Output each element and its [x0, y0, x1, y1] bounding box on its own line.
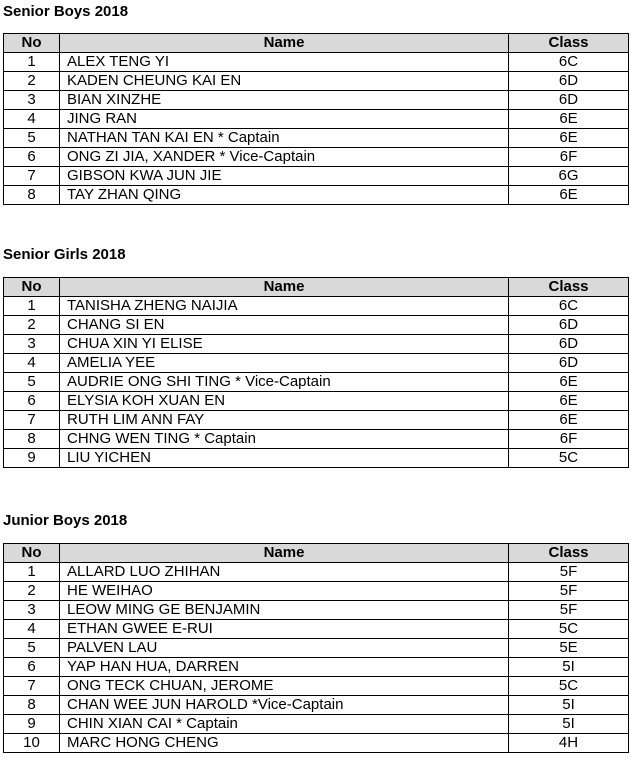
- name-cell: ETHAN GWEE E-RUI: [60, 620, 509, 639]
- class-cell: 5F: [509, 563, 629, 582]
- class-cell: 5C: [509, 620, 629, 639]
- row-number-cell: 1: [4, 297, 60, 316]
- class-cell: 6E: [509, 129, 629, 148]
- table-body: [4, 53, 629, 205]
- table-row: [4, 677, 629, 696]
- class-cell: 6E: [509, 392, 629, 411]
- table-row: [4, 563, 629, 582]
- name-cell: CHANG SI EN: [60, 316, 509, 335]
- table-body: [4, 563, 629, 753]
- section-title-junior-boys: Junior Boys 2018: [3, 512, 128, 529]
- row-number-cell: 2: [4, 72, 60, 91]
- name-cell: ELYSIA KOH XUAN EN: [60, 392, 509, 411]
- name-cell: YAP HAN HUA, DARREN: [60, 658, 509, 677]
- row-number-cell: 6: [4, 148, 60, 167]
- name-cell: PALVEN LAU: [60, 639, 509, 658]
- table-row: [4, 582, 629, 601]
- row-number-cell: 4: [4, 354, 60, 373]
- class-cell: 5C: [509, 449, 629, 468]
- column-header-no: No: [4, 278, 60, 297]
- table-header-row: [4, 278, 629, 297]
- table-row: [4, 167, 629, 186]
- table-row: [4, 186, 629, 205]
- column-header-name: Name: [60, 544, 509, 563]
- table-row: [4, 639, 629, 658]
- name-cell: CHAN WEE JUN HAROLD *Vice-Captain: [60, 696, 509, 715]
- class-cell: 6F: [509, 430, 629, 449]
- name-cell: AUDRIE ONG SHI TING * Vice-Captain: [60, 373, 509, 392]
- table-header-row: [4, 34, 629, 53]
- table-row: [4, 335, 629, 354]
- class-cell: 6D: [509, 316, 629, 335]
- table-row: [4, 449, 629, 468]
- table-header-row: [4, 544, 629, 563]
- column-header-name: Name: [60, 278, 509, 297]
- column-header-class: Class: [509, 34, 629, 53]
- roster-table-senior-girls: [3, 277, 629, 468]
- column-header-no: No: [4, 34, 60, 53]
- name-cell: CHNG WEN TING * Captain: [60, 430, 509, 449]
- row-number-cell: 2: [4, 582, 60, 601]
- row-number-cell: 8: [4, 696, 60, 715]
- roster-table-junior-boys: [3, 543, 629, 753]
- class-cell: 6C: [509, 297, 629, 316]
- class-cell: 5C: [509, 677, 629, 696]
- name-cell: TANISHA ZHENG NAIJIA: [60, 297, 509, 316]
- section-title-senior-girls: Senior Girls 2018: [3, 246, 126, 263]
- table-row: [4, 658, 629, 677]
- name-cell: LIU YICHEN: [60, 449, 509, 468]
- name-cell: ONG TECK CHUAN, JEROME: [60, 677, 509, 696]
- name-cell: CHUA XIN YI ELISE: [60, 335, 509, 354]
- name-cell: GIBSON KWA JUN JIE: [60, 167, 509, 186]
- table-row: [4, 91, 629, 110]
- class-cell: 6G: [509, 167, 629, 186]
- row-number-cell: 4: [4, 110, 60, 129]
- section-title-senior-boys: Senior Boys 2018: [3, 3, 129, 20]
- class-cell: 6E: [509, 186, 629, 205]
- row-number-cell: 10: [4, 734, 60, 753]
- table-row: [4, 148, 629, 167]
- row-number-cell: 7: [4, 411, 60, 430]
- name-cell: TAY ZHAN QING: [60, 186, 509, 205]
- class-cell: 5I: [509, 658, 629, 677]
- name-cell: HE WEIHAO: [60, 582, 509, 601]
- row-number-cell: 7: [4, 167, 60, 186]
- class-cell: 5I: [509, 696, 629, 715]
- table-row: [4, 110, 629, 129]
- name-cell: LEOW MING GE BENJAMIN: [60, 601, 509, 620]
- row-number-cell: 7: [4, 677, 60, 696]
- class-cell: 4H: [509, 734, 629, 753]
- name-cell: KADEN CHEUNG KAI EN: [60, 72, 509, 91]
- class-cell: 6E: [509, 411, 629, 430]
- class-cell: 6D: [509, 91, 629, 110]
- table-row: [4, 734, 629, 753]
- name-cell: ALLARD LUO ZHIHAN: [60, 563, 509, 582]
- column-header-class: Class: [509, 544, 629, 563]
- table-row: [4, 620, 629, 639]
- table-row: [4, 411, 629, 430]
- name-cell: ONG ZI JIA, XANDER * Vice-Captain: [60, 148, 509, 167]
- table-row: [4, 297, 629, 316]
- name-cell: CHIN XIAN CAI * Captain: [60, 715, 509, 734]
- column-header-class: Class: [509, 278, 629, 297]
- table-row: [4, 53, 629, 72]
- table-row: [4, 601, 629, 620]
- table-row: [4, 696, 629, 715]
- table-row: [4, 392, 629, 411]
- name-cell: AMELIA YEE: [60, 354, 509, 373]
- class-cell: 5F: [509, 601, 629, 620]
- table-row: [4, 430, 629, 449]
- column-header-no: No: [4, 544, 60, 563]
- row-number-cell: 6: [4, 658, 60, 677]
- name-cell: NATHAN TAN KAI EN * Captain: [60, 129, 509, 148]
- row-number-cell: 5: [4, 639, 60, 658]
- name-cell: JING RAN: [60, 110, 509, 129]
- row-number-cell: 2: [4, 316, 60, 335]
- table-row: [4, 373, 629, 392]
- name-cell: BIAN XINZHE: [60, 91, 509, 110]
- row-number-cell: 9: [4, 449, 60, 468]
- name-cell: RUTH LIM ANN FAY: [60, 411, 509, 430]
- row-number-cell: 4: [4, 620, 60, 639]
- row-number-cell: 5: [4, 129, 60, 148]
- row-number-cell: 8: [4, 186, 60, 205]
- class-cell: 6D: [509, 72, 629, 91]
- class-cell: 5E: [509, 639, 629, 658]
- name-cell: ALEX TENG YI: [60, 53, 509, 72]
- table-row: [4, 316, 629, 335]
- class-cell: 6E: [509, 110, 629, 129]
- class-cell: 6D: [509, 354, 629, 373]
- row-number-cell: 5: [4, 373, 60, 392]
- roster-table-senior-boys: [3, 33, 629, 205]
- table-row: [4, 72, 629, 91]
- row-number-cell: 8: [4, 430, 60, 449]
- row-number-cell: 3: [4, 91, 60, 110]
- class-cell: 6D: [509, 335, 629, 354]
- column-header-name: Name: [60, 34, 509, 53]
- row-number-cell: 1: [4, 53, 60, 72]
- table-row: [4, 715, 629, 734]
- row-number-cell: 1: [4, 563, 60, 582]
- table-row: [4, 354, 629, 373]
- name-cell: MARC HONG CHENG: [60, 734, 509, 753]
- row-number-cell: 3: [4, 335, 60, 354]
- class-cell: 6E: [509, 373, 629, 392]
- class-cell: 6C: [509, 53, 629, 72]
- class-cell: 5I: [509, 715, 629, 734]
- class-cell: 6F: [509, 148, 629, 167]
- class-cell: 5F: [509, 582, 629, 601]
- row-number-cell: 3: [4, 601, 60, 620]
- row-number-cell: 9: [4, 715, 60, 734]
- row-number-cell: 6: [4, 392, 60, 411]
- table-body: [4, 297, 629, 468]
- table-row: [4, 129, 629, 148]
